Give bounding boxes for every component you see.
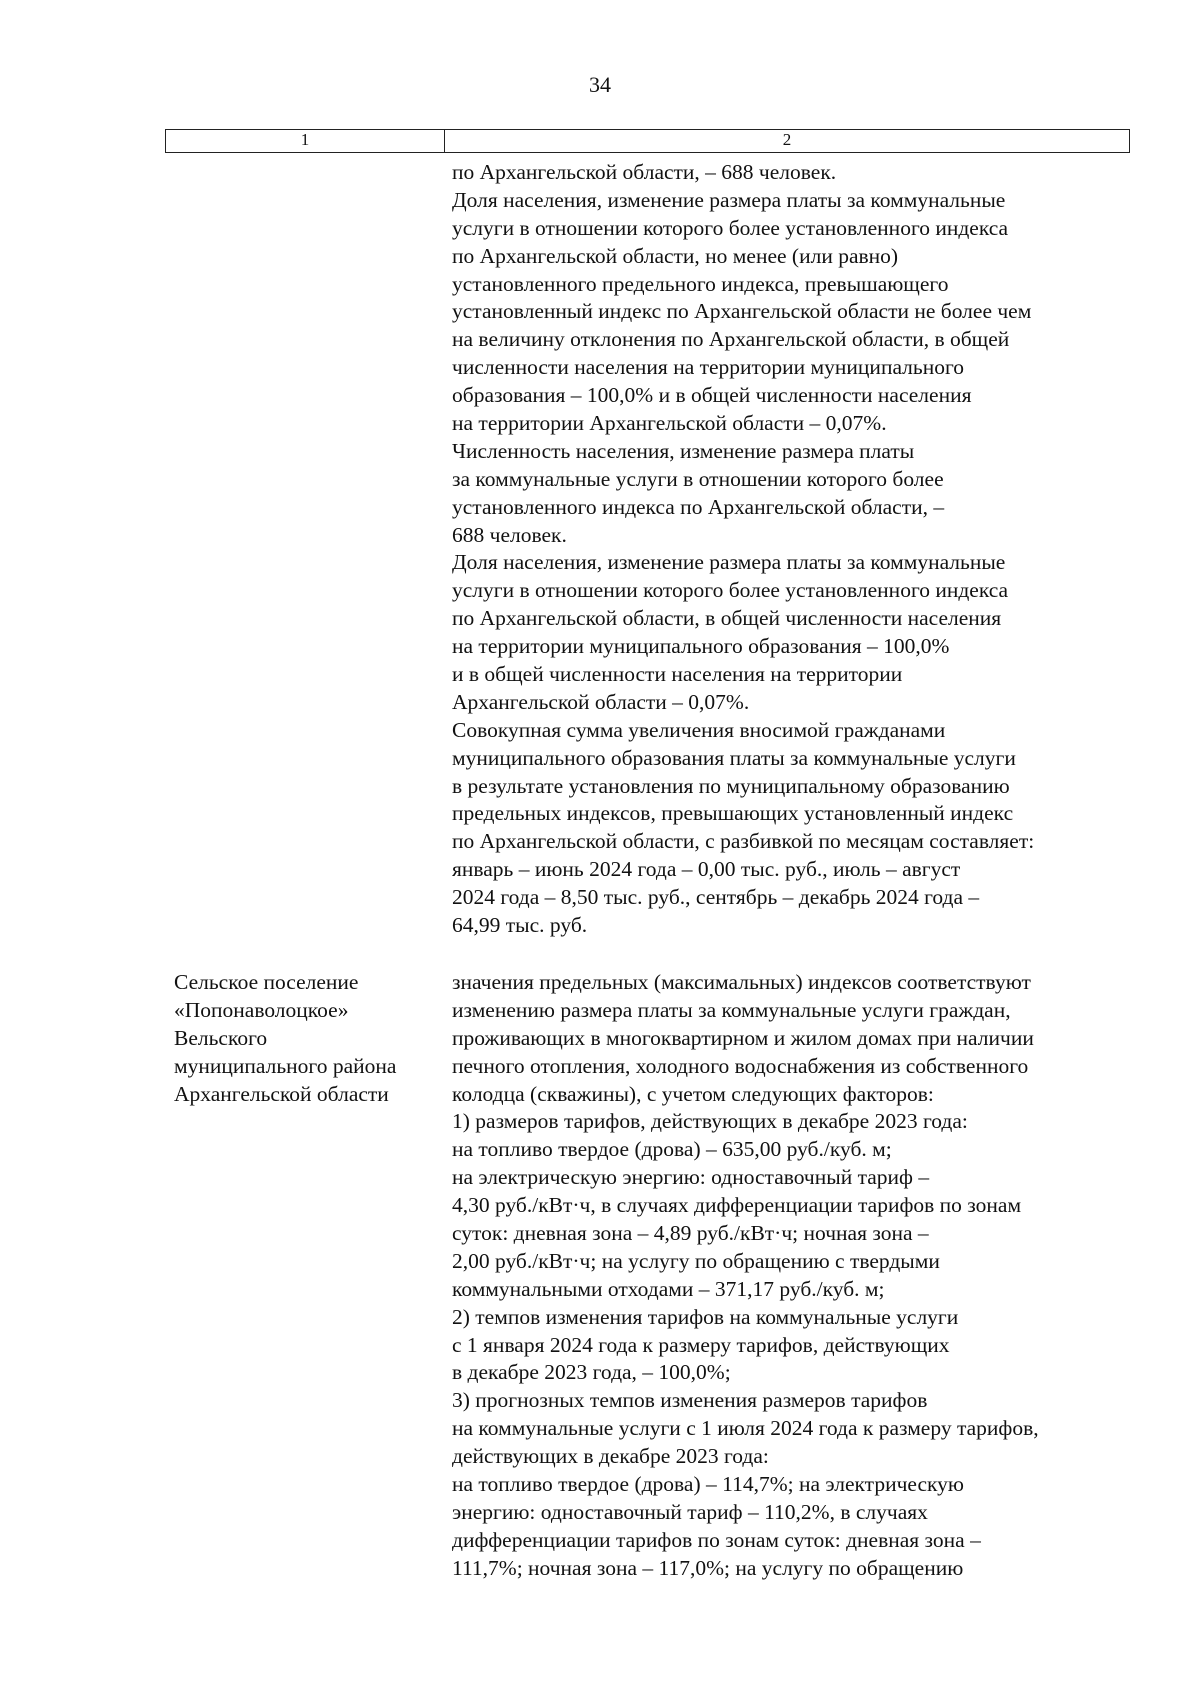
text-line: Архангельской области – 0,07%.: [452, 689, 750, 714]
text-line: Совокупная сумма увеличения вносимой гражданами: [452, 717, 946, 742]
text-line: 64,99 тыс. руб.: [452, 913, 588, 938]
page-number: 34: [589, 72, 611, 97]
text-line: в результате установления по муниципальному образованию: [452, 773, 1010, 798]
text-line: на электрическую энергию: одноставочный тариф –: [452, 1165, 930, 1190]
row-label-line: Архангельской области: [174, 1081, 389, 1106]
text-line: по Архангельской области, с разбивкой по месяцам составляет:: [452, 829, 1035, 854]
text-line: 111,7%; ночная зона – 117,0%; на услугу по обращению: [452, 1555, 964, 1580]
text-line: 2024 года – 8,50 тыс. руб., сентябрь – декабрь 2024 года –: [452, 885, 980, 910]
text-line: услуги в отношении которого более установленного индекса: [452, 578, 1009, 603]
text-line: печного отопления, холодного водоснабжения из собственного: [452, 1053, 1029, 1078]
text-line: 3) прогнозных темпов изменения размеров тарифов: [452, 1388, 928, 1413]
text-line: установленный индекс по Архангельской области не более чем: [452, 299, 1032, 324]
table-header-col-2: 2: [782, 130, 792, 149]
table-header-col-1: 1: [166, 130, 445, 152]
text-line: 4,30 руб./кВт·ч, в случаях дифференциации тарифов по зонам: [452, 1193, 1022, 1218]
text-line: дифференциации тарифов по зонам суток: дневная зона –: [452, 1527, 981, 1552]
text-line: с 1 января 2024 года к размеру тарифов, действующих: [452, 1332, 950, 1357]
text-line: и в общей численности населения на территории: [452, 662, 903, 687]
text-line: 688 человек.: [452, 522, 567, 547]
text-line: действующих в декабре 2023 года:: [452, 1444, 769, 1469]
text-line: колодца (скважины), с учетом следующих факторов:: [452, 1081, 934, 1106]
text-line: Численность населения, изменение размера платы: [452, 438, 915, 463]
table-header-row: [165, 129, 1130, 153]
text-line: 2,00 руб./кВт·ч; на услугу по обращению с твердыми: [452, 1248, 940, 1273]
text-line: на величину отклонения по Архангельской области, в общей: [452, 327, 1010, 352]
text-line: образования – 100,0% и в общей численности населения: [452, 383, 972, 408]
text-line: суток: дневная зона – 4,89 руб./кВт·ч; ночная зона –: [452, 1221, 929, 1246]
text-line: коммунальными отходами – 371,17 руб./куб. м;: [452, 1276, 885, 1301]
row-description-text: [452, 969, 1132, 1583]
continuation-text: [452, 159, 1132, 940]
row-label-municipality: [174, 969, 444, 1108]
text-line: по Архангельской области, в общей численности населения: [452, 606, 1002, 631]
row-label-line: «Попонаволоцкое»: [174, 997, 349, 1022]
text-line: энергию: одноставочный тариф – 110,2%, в случаях: [452, 1499, 928, 1524]
text-line: муниципального образования платы за коммунальные услуги: [452, 745, 1016, 770]
text-line: установленного предельного индекса, превышающего: [452, 271, 949, 296]
text-line: значения предельных (максимальных) индексов соответствуют: [452, 970, 1031, 994]
text-line: проживающих в многоквартирном и жилом домах при наличии: [452, 1025, 1034, 1050]
text-line: численности населения на территории муниципального: [452, 355, 965, 380]
text-line: 2) темпов изменения тарифов на коммунальные услуги: [452, 1304, 959, 1329]
row-label-line: Вельского: [174, 1025, 268, 1050]
text-line: на коммунальные услуги с 1 июля 2024 года к размеру тарифов,: [452, 1416, 1039, 1441]
text-line: на топливо твердое (дрова) – 635,00 руб./куб. м;: [452, 1137, 892, 1162]
text-line: по Архангельской области, но менее (или равно): [452, 243, 899, 268]
text-line: Доля населения, изменение размера платы за коммунальные: [452, 187, 1006, 212]
text-line: в декабре 2023 года, – 100,0%;: [452, 1360, 731, 1385]
text-line: Доля населения, изменение размера платы за коммунальные: [452, 550, 1006, 575]
text-line: изменению размера платы за коммунальные услуги граждан,: [452, 997, 1011, 1022]
text-line: предельных индексов, превышающих установленный индекс: [452, 801, 1014, 826]
text-line: за коммунальные услуги в отношении которого более: [452, 466, 944, 491]
text-line: на топливо твердое (дрова) – 114,7%; на электрическую: [452, 1472, 964, 1497]
text-line: по Архангельской области, – 688 человек.: [452, 160, 837, 184]
row-label-line: Сельское поселение: [174, 970, 359, 994]
row-label-line: муниципального района: [174, 1053, 397, 1078]
text-line: на территории муниципального образования – 100,0%: [452, 634, 950, 659]
text-line: услуги в отношении которого более установленного индекса: [452, 215, 1009, 240]
text-line: январь – июнь 2024 года – 0,00 тыс. руб., июль – август: [452, 857, 961, 882]
text-line: установленного индекса по Архангельской области, –: [452, 494, 945, 519]
text-line: на территории Архангельской области – 0,07%.: [452, 411, 887, 436]
text-line: 1) размеров тарифов, действующих в декабре 2023 года:: [452, 1109, 968, 1134]
